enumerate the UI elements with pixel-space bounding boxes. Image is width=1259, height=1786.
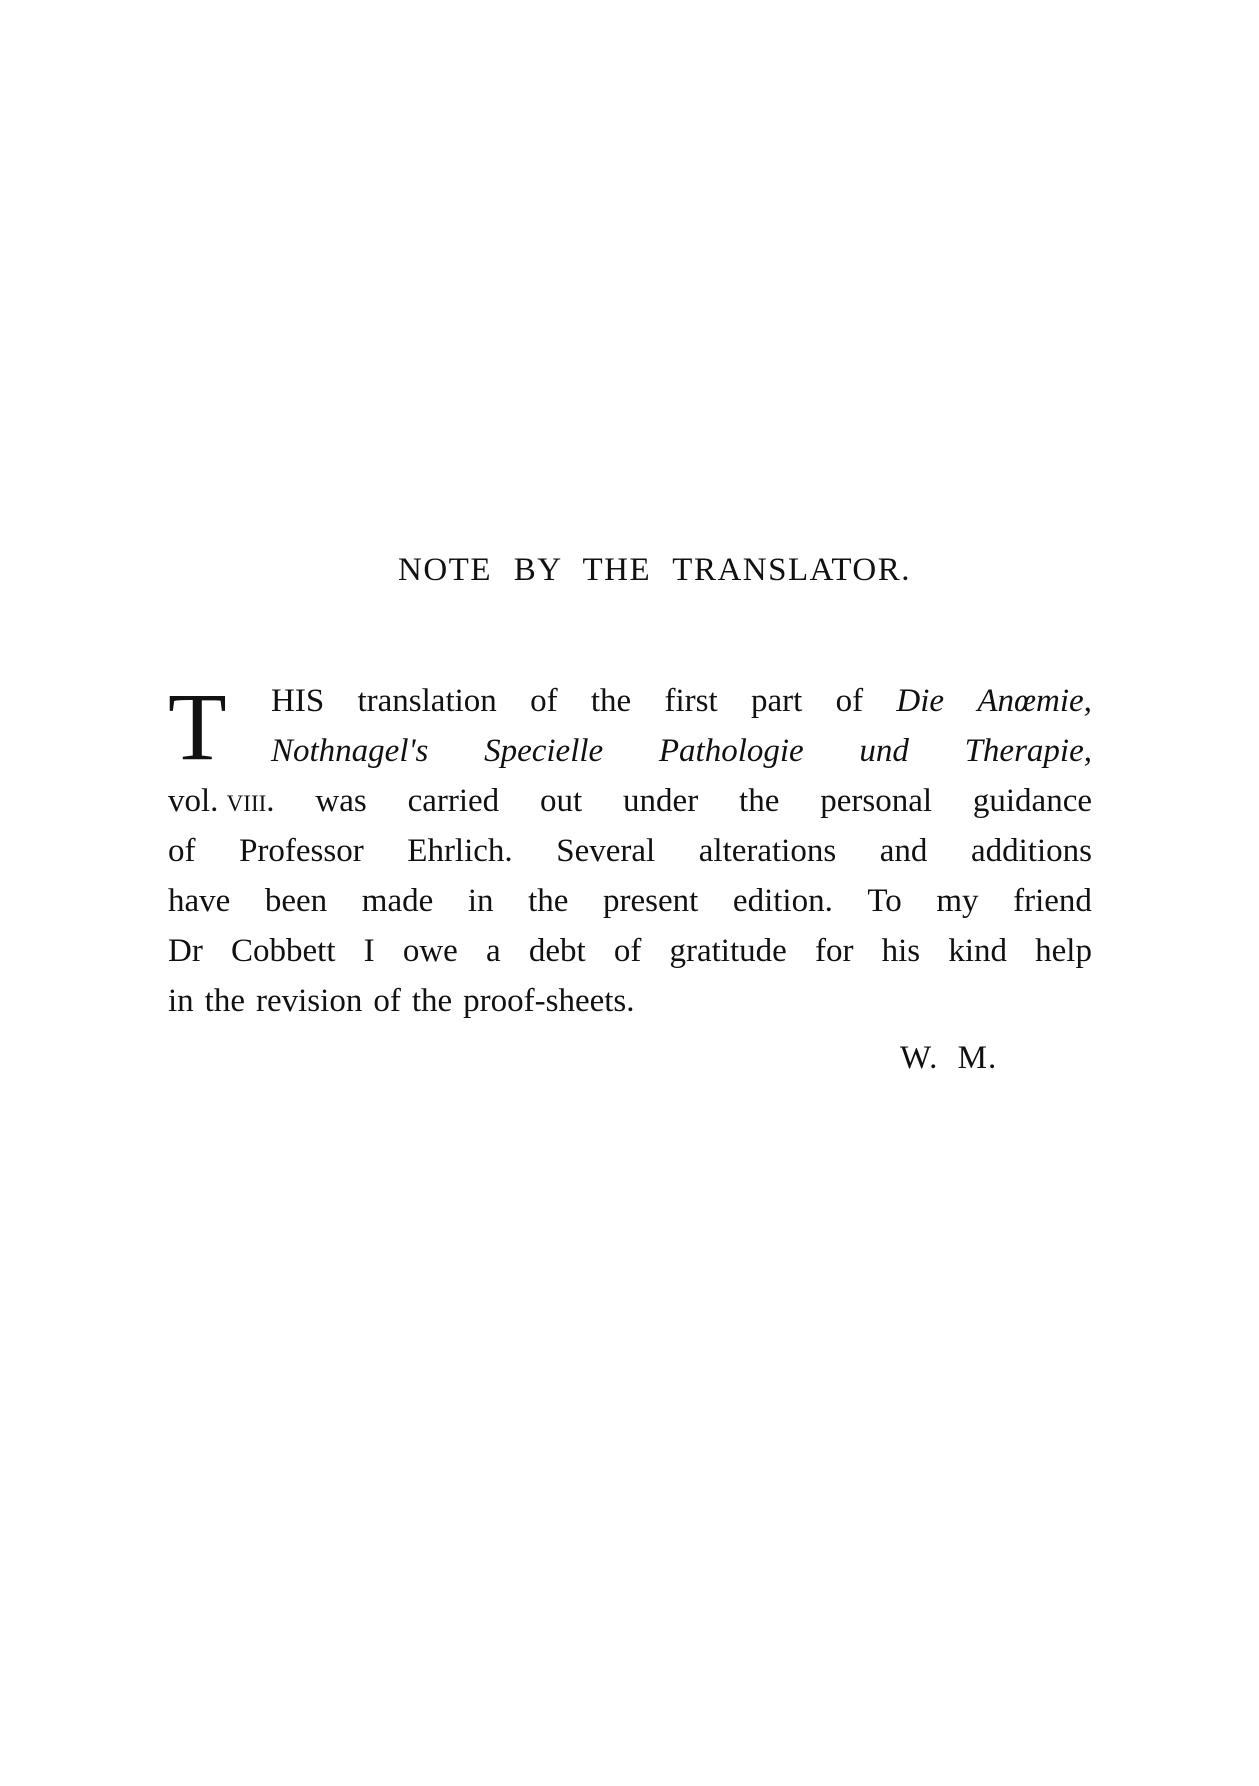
paragraph-line-7: [168, 976, 1092, 1026]
translator-note-paragraph: [168, 673, 1092, 1026]
word-italic: Nothnagel's: [271, 733, 429, 769]
word: additions: [970, 833, 1092, 869]
word: Professor: [239, 833, 364, 869]
word: have: [168, 883, 231, 919]
word: Several: [556, 833, 656, 869]
word-italic: und: [859, 733, 909, 769]
paragraph-line-1: [168, 676, 1092, 726]
paragraph-line-2: [168, 726, 1092, 776]
word: the: [528, 883, 569, 919]
word: I: [363, 933, 375, 969]
word: gratitude: [669, 933, 787, 969]
paragraph-line-5: [168, 876, 1092, 926]
word: out: [540, 783, 583, 819]
word: of: [530, 683, 558, 719]
paragraph-line-4: [168, 826, 1092, 876]
word: HIS: [271, 683, 325, 719]
word: To: [867, 883, 902, 919]
word: in: [467, 883, 494, 919]
word: guidance: [972, 783, 1092, 819]
word: the: [590, 683, 632, 719]
word: for: [814, 933, 854, 969]
word: owe: [402, 933, 458, 969]
word: of: [835, 683, 864, 719]
word-vol: vol.: [168, 783, 219, 819]
word: carried: [407, 783, 500, 819]
word: personal: [820, 783, 933, 819]
word: revision: [256, 983, 363, 1019]
word: of: [168, 833, 196, 869]
word: friend: [1013, 883, 1092, 919]
word: was: [315, 783, 367, 819]
word-italic: Specielle: [484, 733, 604, 769]
word: part: [750, 683, 803, 719]
word: been: [264, 883, 328, 919]
word-italic: Die: [896, 683, 945, 719]
word: under: [623, 783, 699, 819]
word: debt: [528, 933, 586, 969]
paragraph-line-6: [168, 926, 1092, 976]
word: present: [603, 883, 699, 919]
word: kind: [948, 933, 1007, 969]
word: translation: [357, 683, 497, 719]
word: and: [879, 833, 928, 869]
word: in: [168, 983, 194, 1019]
word-italic: Anœmie,: [977, 683, 1092, 719]
translator-signature: W. M.: [900, 1040, 998, 1076]
word-italic: Pathologie: [658, 733, 804, 769]
word-italic: Therapie,: [964, 733, 1092, 769]
word: help: [1035, 933, 1092, 969]
volume-numeral: viii.: [226, 783, 275, 819]
word: the: [204, 983, 245, 1019]
word: the: [739, 783, 780, 819]
word: made: [361, 883, 434, 919]
word: Ehrlich.: [407, 833, 513, 869]
paragraph-line-3: [168, 776, 1092, 826]
page-title: NOTE BY THE TRANSLATOR.: [398, 552, 911, 588]
word: Dr: [168, 933, 203, 969]
word: [168, 776, 275, 826]
word: a: [486, 933, 501, 969]
word: his: [881, 933, 921, 969]
word: edition.: [732, 883, 833, 919]
drop-cap: T: [168, 673, 227, 780]
word: proof-sheets.: [463, 983, 635, 1019]
word: of: [373, 983, 401, 1019]
word: of: [613, 933, 642, 969]
word: my: [936, 883, 979, 919]
word: first: [664, 683, 718, 719]
word: alterations: [698, 833, 837, 869]
word: the: [411, 983, 453, 1019]
word: Cobbett: [231, 933, 336, 969]
